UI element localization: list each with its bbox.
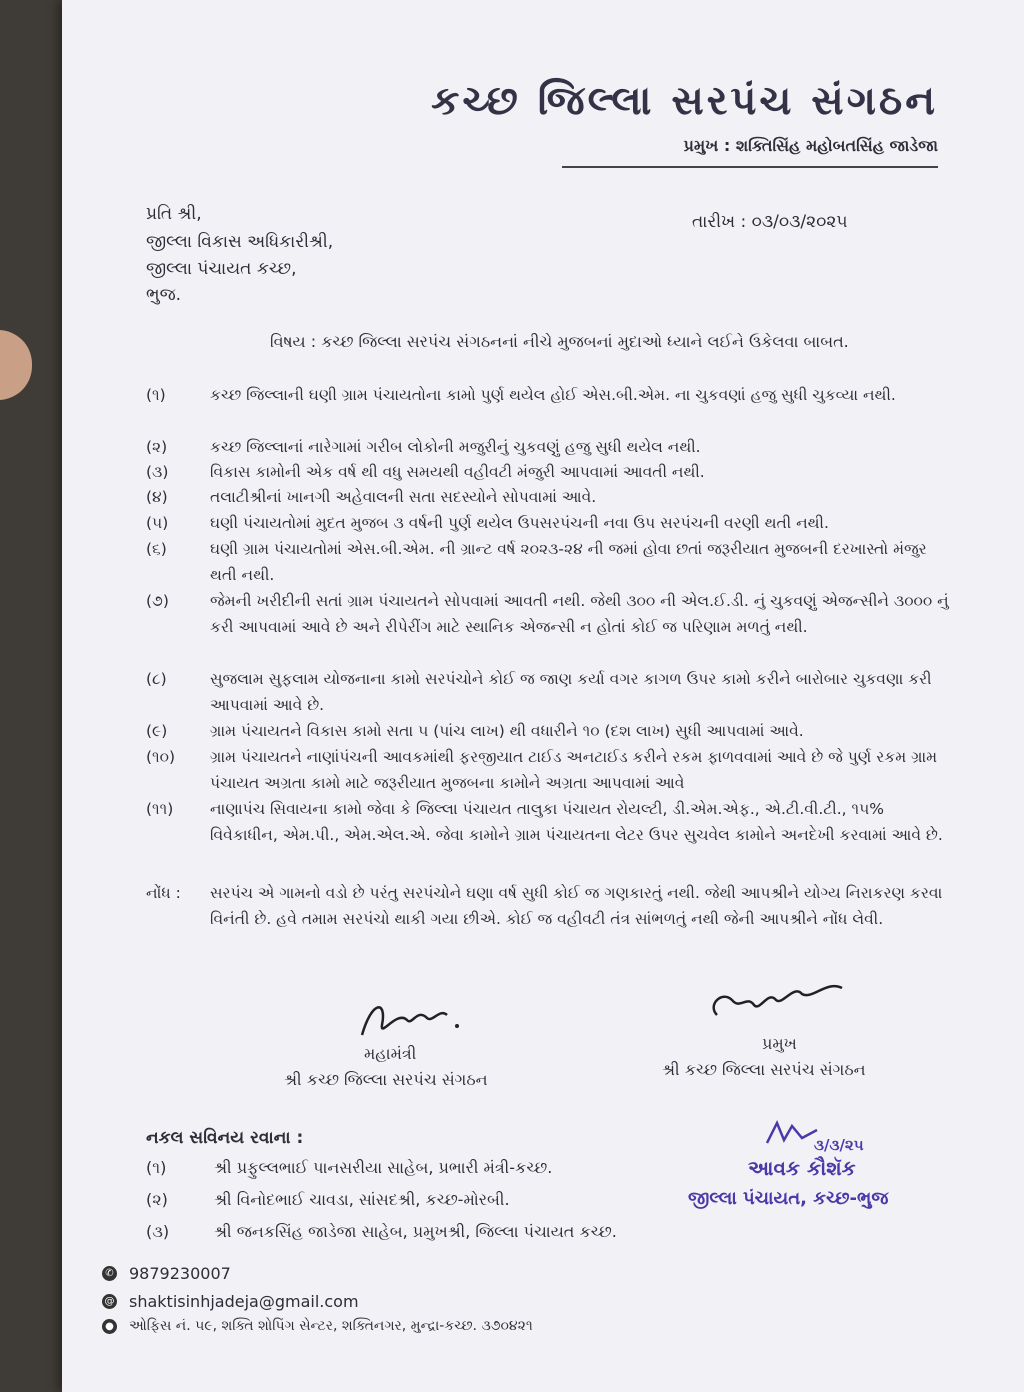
note-label: નોંધ :: [146, 884, 181, 902]
copy-text: શ્રી જનકસિંહ જાડેજા સાહેબ, પ્રમુખશ્રી, જિલ્લા પંચાયત કચ્છ.: [214, 1222, 617, 1241]
address-line: જીલ્લા વિકાસ અધિકારીશ્રી,: [146, 232, 334, 252]
note-text: સરપંચ એ ગામનો વડો છે પરંતુ સરપંચોને ઘણા વર્ષ સુધી કોઈ જ ગણકારતું નથી. જેથી આપશ્રીને યોગ્ય નિરાકરણ કરવા વિનંતી છે. હવે તમામ સરપંચો થાકી ગયા છીએ. કોઈ જ વહીવટી તંત્ર સાંભળતું નથી જેની આપશ્રીને નોંધ લેવી.: [210, 884, 943, 928]
stamp-line1: આવક કૌશૅક: [748, 1156, 856, 1180]
address-line: ભુજ.: [146, 285, 182, 305]
copy-number: (૧): [146, 1158, 167, 1177]
copy-text: શ્રી વિનોદભાઈ ચાવડા, સાંસદશ્રી, કચ્છ-મોરબી.: [214, 1190, 510, 1209]
letter-page: [62, 0, 1024, 1392]
item-text: નાણાપંચ સિવાયના કામો જેવા કે જિલ્લા પંચાયત તાલુકા પંચાયત રોયલ્ટી, ડી.એમ.એફ., એ.ટી.વી.ટી., ૧૫% વિવેકાધીન, એમ.પી., એમ.એલ.એ. જેવા કામોને ગ્રામ પંચાયતના લેટર ઉપર સુચવેલ કામોને અનદેખી કરવામાં આવે છે.: [210, 800, 943, 844]
contact-email: [102, 1292, 359, 1311]
item-number: (૧): [146, 386, 166, 404]
stamp-date: ૩/૩/૨૫: [814, 1136, 864, 1154]
item-number: (૧૦): [146, 748, 176, 766]
copy-heading: નકલ સવિનય રવાના :: [146, 1128, 304, 1148]
copy-number: (૨): [146, 1190, 168, 1209]
copy-number: (૩): [146, 1222, 170, 1241]
signature-role-left: મહામંત્રી: [364, 1044, 417, 1063]
item-number: (૫): [146, 514, 169, 532]
item-text: સુજલામ સુફલામ યોજનાના કામો સરપંચોને કોઈ જ જાણ કર્યા વગર કાગળ ઉપર કામો કરીને બારોબાર ચુકવણા કરી આપવામાં આવે છે.: [210, 670, 932, 714]
address-line: પ્રતિ શ્રી,: [146, 204, 202, 224]
signature-org-right: શ્રી કચ્છ જિલ્લા સરપંચ સંગઠન: [662, 1060, 866, 1079]
contact-office: [102, 1318, 533, 1334]
item-number: (૮): [146, 670, 167, 688]
location-icon: ●: [102, 1319, 117, 1334]
email-icon: @: [102, 1294, 117, 1309]
item-text: ગ્રામ પંચાયતને નાણાંપંચની આવકમાંથી ફરજીયાત ટાઈડ અનટાઈડ કરીને રકમ ફાળવવામાં આવે છે જે પુર્ણ રકમ ગ્રામ પંચાયત અગ્રતા કામો માટે જરૂરીયાત મુજબના કામોને અગ્રતા આપવામાં આવે: [210, 748, 938, 792]
item-text: વિકાસ કામોની એક વર્ષ થી વધુ સમયથી વહીવટી મંજુરી આપવામાં આવતી નથી.: [210, 463, 705, 481]
signature-role-right: પ્રમુખ: [762, 1034, 797, 1053]
item-text: ગ્રામ પંચાયતને વિકાસ કામો સતા ૫ (પાંચ લાખ) થી વધારીને ૧૦ (દશ લાખ) સુધી આપવામાં આવે.: [210, 722, 804, 740]
email-address: shaktisinhjadeja@gmail.com: [129, 1292, 359, 1311]
item-number: (૧૧): [146, 800, 174, 818]
phone-icon: ✆: [102, 1266, 117, 1281]
item-text: તલાટીશ્રીનાં ખાનગી અહેવાલની સતા સદસ્યોને સોપવામાં આવે.: [210, 488, 597, 506]
stamp-line2: જીલ્લા પંચાયત, કચ્છ-ભુજ: [688, 1188, 889, 1209]
address-line: જીલ્લા પંચાયત કચ્છ,: [146, 259, 297, 279]
item-text: કચ્છ જિલ્લાનાં નારેગામાં ગરીબ લોકોની મજુરીનું ચુકવણું હજુ સુધી થયેલ નથી.: [210, 438, 701, 456]
contact-phone: [102, 1264, 231, 1283]
signature-president: [702, 970, 852, 1030]
item-text: કચ્છ જિલ્લાની ઘણી ગ્રામ પંચાયતોના કામો પુર્ણ થયેલ હોઈ એસ.બી.એમ. ના ચુકવણાં હજુ સુધી ચુકવ્યા નથી.: [210, 386, 896, 404]
item-text: ઘણી પંચાયતોમાં મુદત મુજબ ૩ વર્ષની પુર્ણ થયેલ ઉપસરપંચની નવા ઉપ સરપંચની વરણી થતી નથી.: [210, 514, 829, 532]
stamp-initials: [762, 1118, 822, 1148]
item-number: (૯): [146, 722, 168, 740]
item-number: (૭): [146, 592, 169, 610]
item-number: (૪): [146, 488, 168, 506]
item-number: (૩): [146, 463, 169, 481]
phone-number: 9879230007: [129, 1264, 231, 1283]
letter-date: તારીખ : ૦૩/૦૩/૨૦૨૫: [692, 212, 848, 232]
list-item: [146, 382, 946, 436]
letterhead-president: પ્રમુખ : શક્તિસિંહ મહોબતસિંહ જાડેજા: [683, 136, 938, 155]
copy-text: શ્રી પ્રફુલ્લભાઈ પાનસરીયા સાહેબ, પ્રભારી મંત્રી-કચ્છ.: [214, 1158, 553, 1177]
letter-subject: વિષય : કચ્છ જિલ્લા સરપંચ સંગઠનનાં નીચે મુજબનાં મુદાઓ ધ્યાને લઈને ઉકેલવા બાબત.: [270, 332, 849, 351]
letterhead-divider: [562, 166, 938, 168]
item-number: (૨): [146, 438, 168, 456]
signature-org-left: શ્રી કચ્છ જિલ્લા સરપંચ સંગઠન: [284, 1070, 488, 1089]
letterhead-title: કચ્છ જિલ્લા સરપંચ સંગઠન: [431, 78, 938, 124]
item-text: જેમની ખરીદીની સતાં ગ્રામ પંચાયતને સોપવામાં આવતી નથી. જેથી ૩૦૦ ની એલ.ઈ.ડી. નું ચુકવણું એજન્સીને ૩૦૦૦ નું કરી આપવામાં આવે છે અને રીપેરીંગ માટે સ્થાનિક એજન્સી ન હોતાં કોઈ જ પરિણામ મળતું નથી.: [210, 592, 949, 636]
item-number: (૬): [146, 540, 167, 558]
office-address: ઓફિસ નં. ૫૯, શક્તિ શોપિંગ સેન્ટર, શક્તિનગર, મુન્દ્રા-કચ્છ. ૩૭૦૪૨૧: [129, 1318, 533, 1334]
item-text: ઘણી ગ્રામ પંચાયતોમાં એસ.બી.એમ. ની ગ્રાન્ટ વર્ષ ૨૦૨૩-૨૪ ની જમાં હોવા છતાં જરૂરીયાત મુજબની દરખાસ્તો મંજુર થતી નથી.: [210, 540, 927, 584]
signature-general-secretary: [352, 990, 472, 1050]
background-left: [0, 0, 70, 1392]
